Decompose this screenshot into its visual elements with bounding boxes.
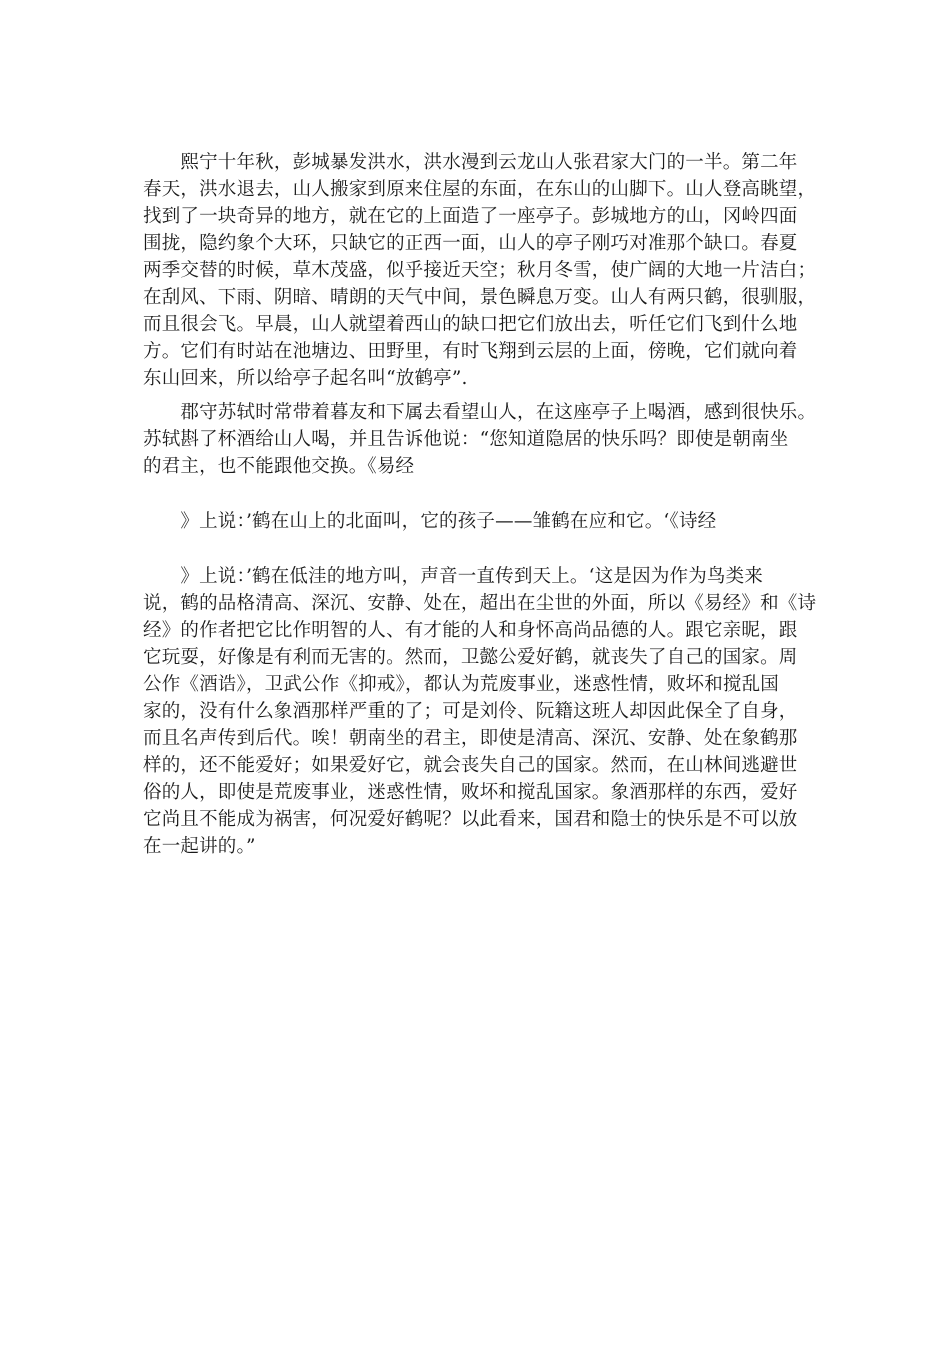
text-line: 找到了一块奇异的地方，就在它的上面造了一座亭子。彭城地方的山，冈岭四面 xyxy=(143,206,798,227)
text-line: 》上说：’鹤在低洼的地方叫，声音一直传到天上。‘这是因为作为鸟类来 xyxy=(143,566,764,587)
text-line: 围拢，隐约象个大环，只缺它的正西一面，山人的亭子刚巧对准那个缺口。春夏 xyxy=(143,233,798,254)
text-line: 样的，还不能爱好；如果爱好它，就会丧失自己的国家。然而，在山林间逃避世 xyxy=(143,755,798,776)
text-line: 》上说：’鹤在山上的北面叫，它的孩子——雏鹤在应和它。‘《诗经 xyxy=(143,511,717,532)
text-line: 家的，没有什么象酒那样严重的了；可是刘伶、阮籍这班人却因此保全了自身， xyxy=(143,701,798,722)
text-line: 在一起讲的。” xyxy=(143,836,256,857)
text-line: 它尚且不能成为祸害，何况爱好鹤呢？以此看来，国君和隐士的快乐是不可以放 xyxy=(143,809,798,830)
text-line: 在刮风、下雨、阴暗、晴朗的天气中间，景色瞬息万变。山人有两只鹤，很驯服， xyxy=(143,287,817,308)
text-line: 郡守苏轼时常带着暮友和下属去看望山人，在这座亭子上喝酒，感到很快乐。 xyxy=(143,402,817,423)
text-line: 而且很会飞。早晨，山人就望着西山的缺口把它们放出去，听任它们飞到什么地 xyxy=(143,314,798,335)
text-line: 它玩耍，好像是有利而无害的。然而，卫懿公爱好鹤，就丧失了自己的国家。周 xyxy=(143,647,798,668)
text-line: 两季交替的时候，草木茂盛，似乎接近天空；秋月冬雪，使广阔的大地一片洁白； xyxy=(143,260,817,281)
text-line: 经》的作者把它比作明智的人、有才能的人和身怀高尚品德的人。跟它亲昵，跟 xyxy=(143,620,798,641)
text-line: 俗的人，即使是荒废事业，迷惑性情，败坏和搅乱国家。象酒那样的东西，爱好 xyxy=(143,782,798,803)
text-line: 熙宁十年秋，彭城暴发洪水，洪水漫到云龙山人张君家大门的一半。第二年 xyxy=(143,152,798,173)
text-line: 而且名声传到后代。唉！朝南坐的君主，即使是清高、深沉、安静、处在象鹤那 xyxy=(143,728,798,749)
text-line: 的君主，也不能跟他交换。《易经 xyxy=(143,456,415,477)
text-line: 方。它们有时站在池塘边、田野里，有时飞翔到云层的上面，傍晚，它们就向着 xyxy=(143,341,798,362)
text-line: 公作《酒诰》，卫武公作《抑戒》，都认为荒废事业，迷惑性情，败坏和搅乱国 xyxy=(143,674,780,695)
text-line: 春天，洪水退去，山人搬家到原来住屋的东面，在东山的山脚下。山人登高眺望， xyxy=(143,179,817,200)
text-line: 苏轼斟了杯酒给山人喝，并且告诉他说：“您知道隐居的快乐吗？即使是朝南坐 xyxy=(143,429,789,450)
text-line: 说，鹤的品格清高、深沉、安静、处在，超出在尘世的外面，所以《易经》和《诗 xyxy=(143,593,817,614)
text-line: 东山回来，所以给亭子起名叫“放鹤亭”. xyxy=(143,368,468,389)
